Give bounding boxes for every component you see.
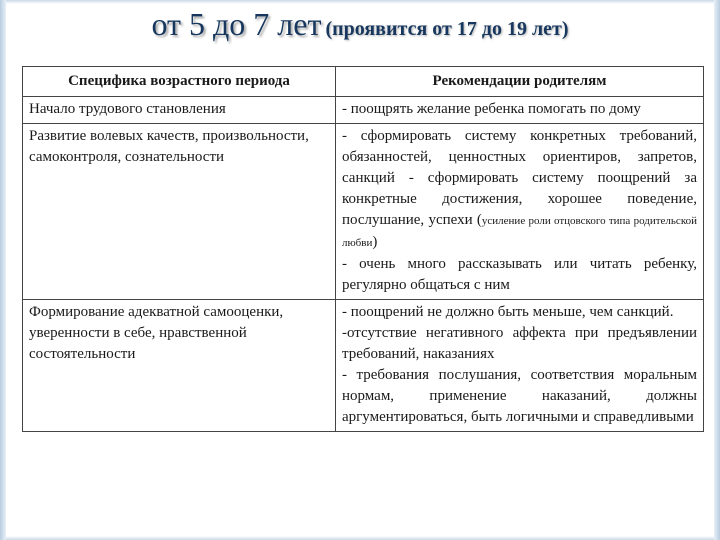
header-age-specifics: Специфика возрастного периода: [23, 67, 336, 97]
recommendation-text: - поощрений не должно быть меньше, чем санкций.: [341, 304, 674, 320]
table-header-row: [23, 67, 704, 97]
recommendation-text: -отсутствие негативного аффекта при предъявлении требований, наказаниях: [341, 325, 697, 362]
cell-recommendation: [335, 300, 703, 432]
table-row: [23, 124, 704, 300]
slide-frame-top: [0, 0, 720, 4]
title-sub: (проявится от 17 до 19 лет): [325, 18, 569, 40]
header-parent-recommendations: Рекомендации родителям: [335, 67, 703, 97]
cell-specific: Формирование адекватной самооценки, уверенности в себе, нравственной состоятельности: [23, 300, 336, 432]
recommendation-text: - очень много рассказывать или читать ребенку, регулярно общаться с ним: [341, 256, 697, 293]
slide-title: [0, 6, 720, 43]
cell-specific: Развитие волевых качеств, произвольности, самоконтроля, сознательности: [23, 124, 336, 300]
table-row: [23, 300, 704, 432]
title-main: от 5 до 7 лет: [151, 6, 322, 42]
slide-frame-right: [714, 0, 720, 540]
recommendation-text: - требования послушания, соответствия моральным нормам, применение наказаний, должны аргументироваться, быть логичными и справедливыми: [341, 367, 697, 425]
cell-recommendation: [335, 124, 703, 300]
recommendations-table: [22, 66, 704, 432]
recommendation-text: - сформировать систему конкретных требований, обязанностей, ценностных ориентиров, запретов, санкций - сформировать систему поощрений за конкретные достижения, хорошее поведение, послушание, успехи (: [341, 128, 697, 228]
recommendation-text-close: ): [372, 234, 378, 250]
recommendation-note: усиление роли отцовского типа родительской любви: [341, 215, 697, 249]
cell-recommendation: - поощрять желание ребенка помогать по дому: [335, 97, 703, 124]
table-row: [23, 97, 704, 124]
slide-frame-bottom: [0, 536, 720, 540]
slide-frame-left: [0, 0, 6, 540]
cell-specific: Начало трудового становления: [23, 97, 336, 124]
